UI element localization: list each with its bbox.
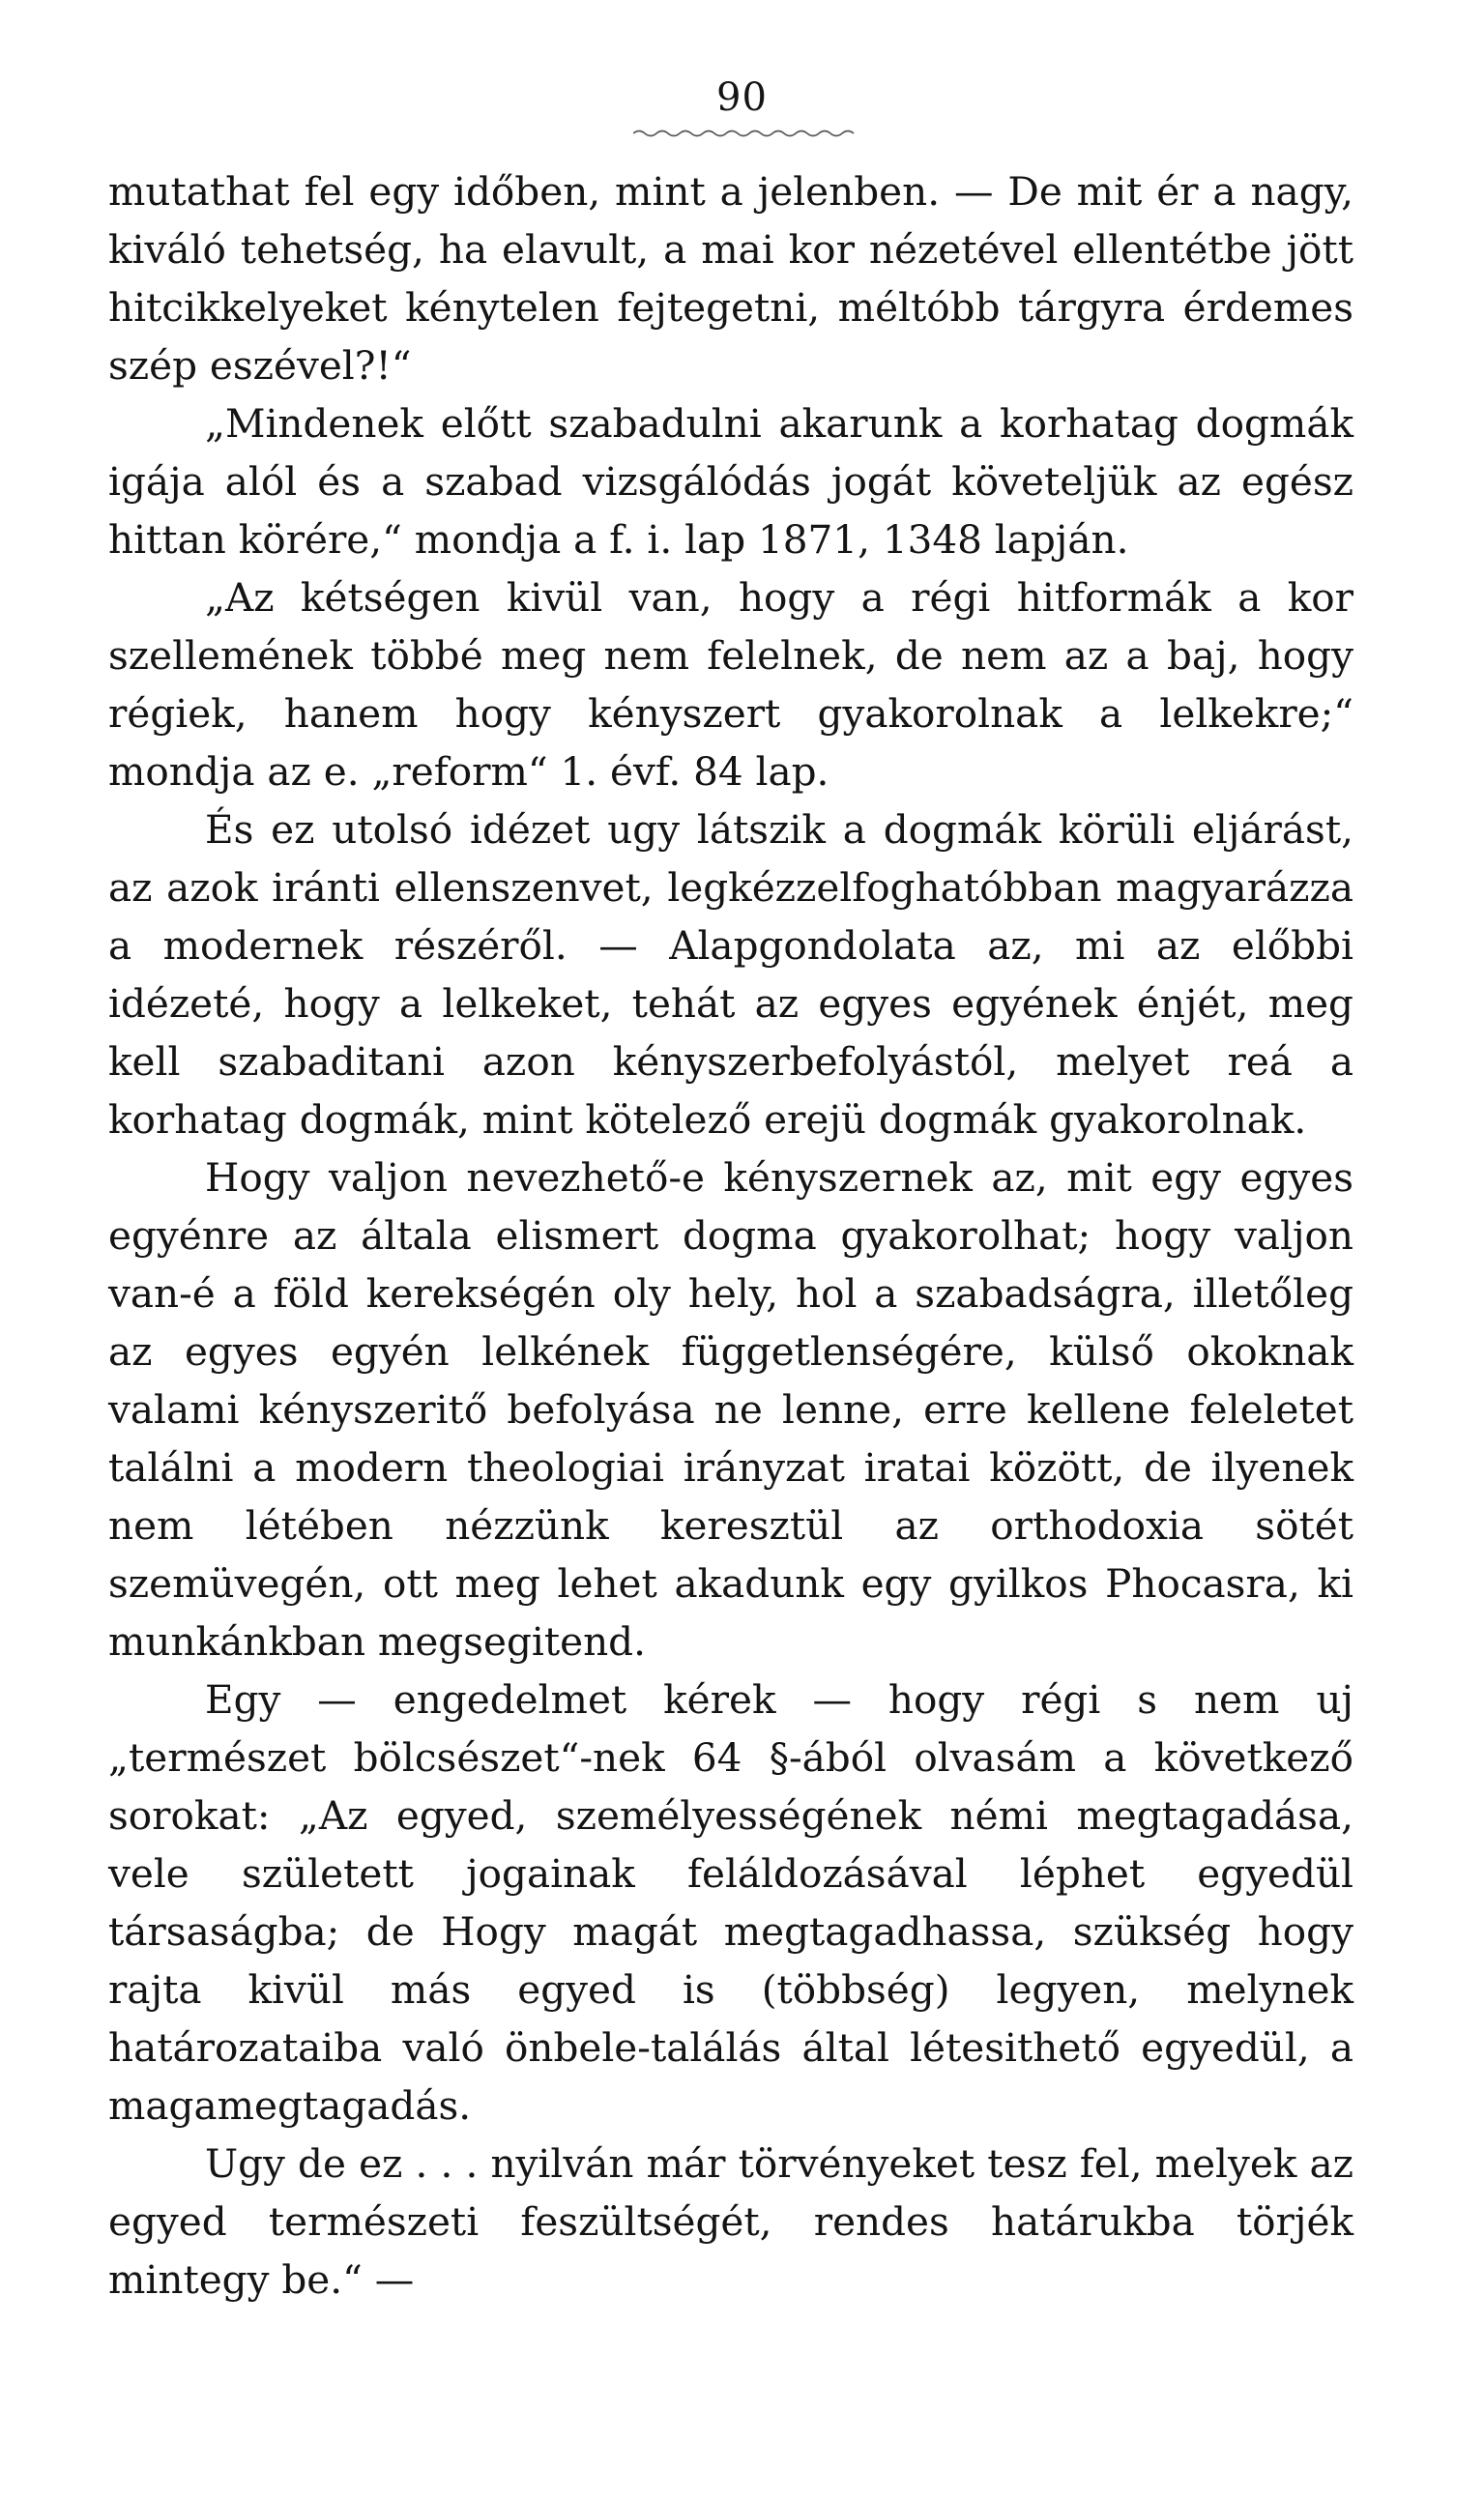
ornament-rule — [633, 126, 860, 139]
paragraph: És ez utolsó idézet ugy látszik a dogmák körüli eljárást, az azok iránti ellenszenvet, legkézzelfoghatóbban magyarázza a modernek részéről. — Alapgondolata az, mi az előbbi idézeté, hogy a lelkeket, tehát az egyes egyének énjét, meg kell szabaditani azon kényszerbefolyástól, melyet reá a korhatag dogmák, mint kötelező erejü dogmák gyakorolnak. — [108, 806, 1353, 1143]
body-text — [108, 162, 1353, 2309]
paragraph: Hogy valjon nevezhető-e kényszernek az, mit egy egyes egyénre az általa elismert dogma gyakorolhat; hogy valjon van-é a föld kerekségén oly hely, hol a szabadságra, illetőleg az egyes egyén lelkének függetlenségére, külső okoknak valami kényszeritő befolyása ne lenne, erre kellene feleletet találni a modern theologiai irányzat iratai között, de ilyenek nem létében nézzünk keresztül az orthodoxia sötét szemüvegén, ott meg lehet akadunk egy gyilkos Phocasra, ki munkánkban megsegitend. — [108, 1154, 1353, 1665]
paragraph: „Mindenek előtt szabadulni akarunk a korhatag dogmák igája alól és a szabad vizsgálódás jogát követeljük az egész hittan körére,“ mondja a f. i. lap 1871, 1348 lapján. — [108, 400, 1353, 563]
paragraph: Ugy de ez . . . nyilván már törvényeket tesz fel, melyek az egyed természeti feszültségét, rendes határukba törjék mintegy be.“ — — [108, 2140, 1353, 2303]
page-number: 90 — [716, 75, 768, 120]
paragraph: mutathat fel egy időben, mint a jelenben. — De mit ér a nagy, kiváló tehetség, ha elavult, a mai kor nézetével ellentétbe jött hitcikkelyeket kénytelen fejtegetni, méltóbb tárgyra érdemes szép eszével?!“ — [108, 168, 1353, 389]
paragraph: „Az kétségen kivül van, hogy a régi hitformák a kor szellemének többé meg nem felelnek, de nem az a baj, hogy régiek, hanem hogy kényszert gyakorolnak a lelkekre;“ mondja az e. „reform“ 1. évf. 84 lap. — [108, 574, 1353, 795]
paragraph: Egy — engedelmet kérek — hogy régi s nem uj „természet bölcsészet“-nek 64 §-ából olvasám a következő sorokat: „Az egyed, személyességének némi megtagadása, vele született jogainak feláldozásával léphet egyedül társaságba; de Hogy magát megtagadhassa, szükség hogy rajta kivül más egyed is (többség) legyen, melynek határozataiba való önbele-találás által létesithető egyedül, a magamegtagadás. — [108, 1676, 1353, 2129]
